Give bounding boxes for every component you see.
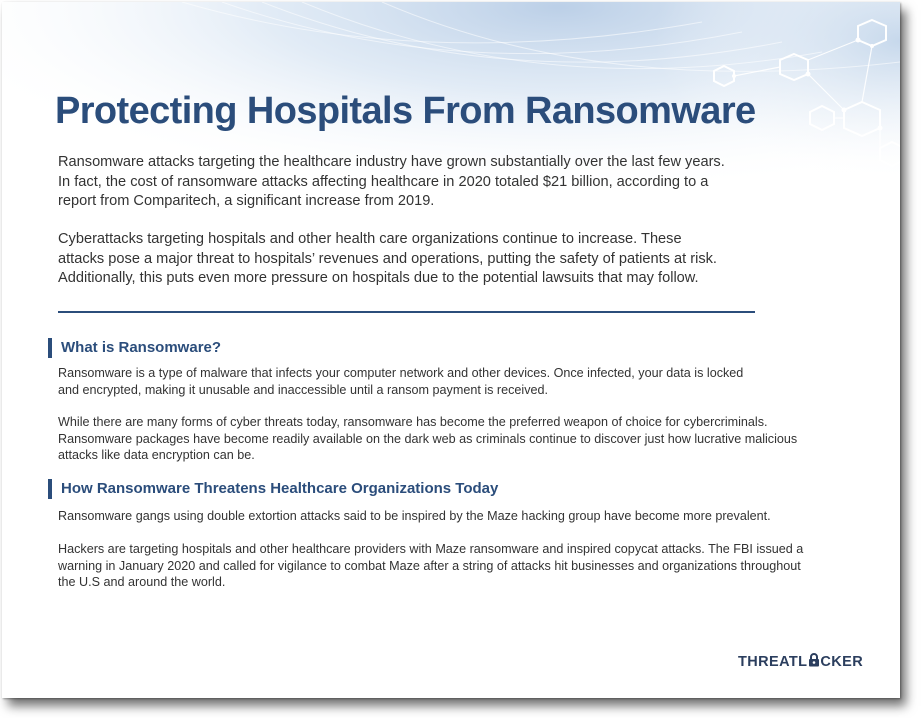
text-line: warning in January 2020 and called for vigilance to combat Maze after a string of attacks hit businesses and organizations throughout [58, 558, 801, 573]
text-line: Ransomware attacks targeting the healthcare industry have grown substantially over the last few years. [58, 154, 725, 170]
text-line: and encrypted, making it unusable and inaccessible until a ransom payment is received. [58, 382, 549, 397]
lock-icon [808, 653, 820, 667]
text-line: Cyberattacks targeting hospitals and other health care organizations continue to increase. These [58, 231, 682, 247]
logo-text-start: THREATL [738, 654, 808, 670]
intro-paragraph-2 [58, 230, 778, 289]
page-title: Protecting Hospitals From Ransomware [55, 90, 756, 132]
what-is-ransomware-paragraph-1 [58, 365, 848, 398]
text-line: the U.S and around the world. [58, 575, 226, 589]
text-line: attacks like data encryption can be. [58, 448, 255, 462]
section-divider [58, 311, 755, 313]
section-heading-what-is-ransomware: What is Ransomware? [48, 338, 221, 358]
text-line: report from Comparitech, a significant increase from 2019. [58, 193, 435, 210]
text-line: Hackers are targeting hospitals and other healthcare providers with Maze ransomware and inspired copycat attacks. The FBI issued a [58, 542, 804, 556]
intro-paragraph-1 [58, 153, 778, 212]
logo-text-end: CKER [820, 654, 864, 670]
healthcare-threats-paragraph-2 [58, 541, 848, 591]
text-line: In fact, the cost of ransomware attacks affecting healthcare in 2020 totaled $21 billion, according to a [58, 173, 709, 190]
section-heading-healthcare-threats: How Ransomware Threatens Healthcare Organizations Today [48, 479, 498, 499]
text-line: Additionally, this puts even more pressure on hospitals due to the potential lawsuits that may follow. [58, 270, 699, 287]
text-line: attacks pose a major threat to hospitals’ revenues and operations, putting the safety of patients at risk. [58, 250, 717, 267]
text-line: Ransomware is a type of malware that infects your computer network and other devices. Once infected, your data is locked [58, 366, 744, 380]
what-is-ransomware-paragraph-2 [58, 414, 848, 464]
text-line: While there are many forms of cyber threats today, ransomware has become the preferred weapon of choice for cybercriminals. [58, 415, 768, 429]
text-line: Ransomware gangs using double extortion attacks said to be inspired by the Maze hacking group have become more prevalent. [58, 509, 771, 523]
text-line: Ransomware packages have become readily available on the dark web as criminals continue to discover just how lucrative malicious [58, 431, 798, 446]
threatlocker-logo [738, 653, 863, 670]
healthcare-threats-paragraph-1 [58, 508, 848, 525]
document-page [2, 2, 900, 698]
